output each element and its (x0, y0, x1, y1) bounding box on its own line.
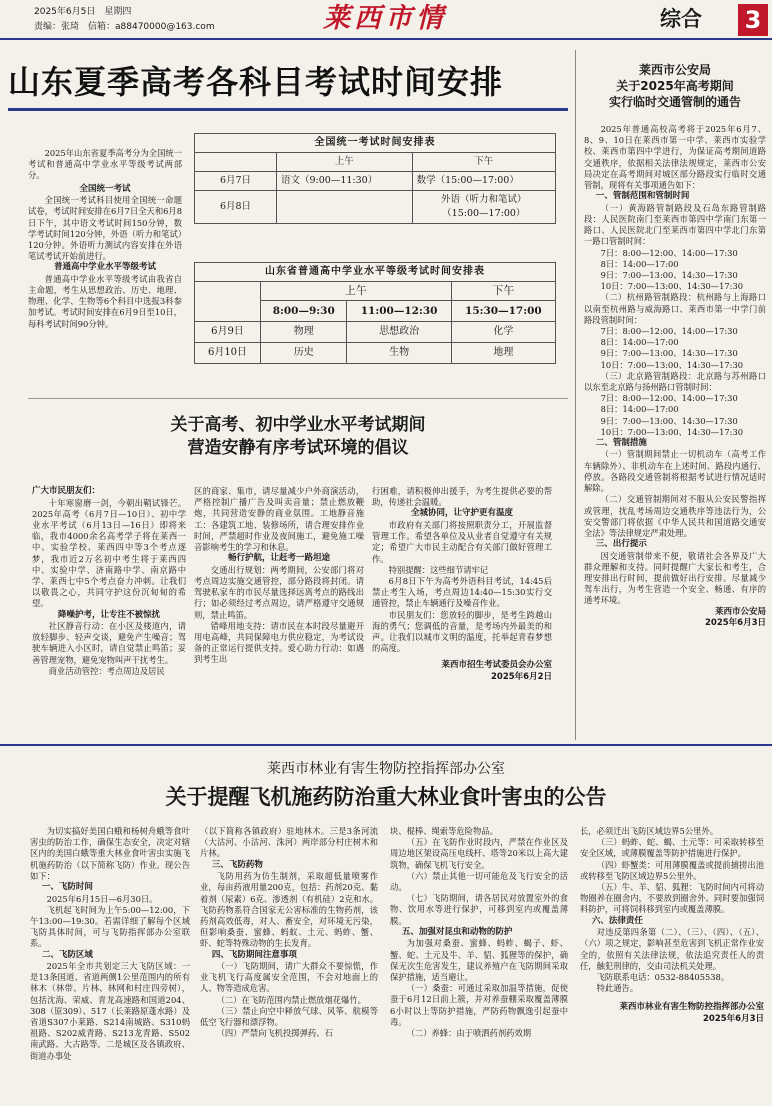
initiative-heading: 全城协同，让守护更有温度 (410, 508, 513, 519)
forestry-text: 块、棍棒、绳索等危险物品。 (390, 826, 498, 836)
forestry-text: 飞防用药为仿生制剂，采取超低量喷雾作业，每亩药液用量200克，包括：药剂20克、黏着剂（尿素）6克、渗透剂（有机硅）2克和水。飞防药物系符合国家无公害标准的生物药剂，该药剂高效低毒，对人、畜安全，对环境无污染，但影响桑蚕、蜜蜂、蚂蚁、土元、蚂蚱、蟹、虾、蛇等特殊动物的生长发育。 (200, 871, 378, 949)
table2-cell: 物理 (261, 322, 347, 343)
initiative-col-1 (32, 486, 186, 677)
traffic-time: 9日：7:00—13:00、14:30—17:30 (600, 348, 738, 359)
forestry-heading: 五、加强对昆虫和动物的防护 (401, 926, 513, 937)
forestry-col-1 (30, 826, 190, 1062)
traffic-signature: 莱西市公安局 (714, 606, 766, 617)
forestry-text: （一）飞防期间，请广大群众不要惊慌，作业飞机飞行高度属安全范围，不会对地面上的人、物等造成危害。 (200, 961, 378, 994)
table1-cell (412, 191, 555, 224)
table2-cell: 地理 (451, 343, 555, 364)
traffic-section: （一）黄海路管制路段及石岛东路管制路段：人民医院南门至莱西市第四中学南门东第一路口、人民医院北门至莱西市第四中学北门东第一路口管制时间： (584, 202, 766, 247)
issue-date: 2025年6月5日 星期四 (34, 7, 132, 17)
initiative-heading: 降噪护考，让专注不被惊扰 (57, 609, 160, 620)
traffic-h2: 二、管制措施 (595, 437, 647, 448)
initiative-title-1: 关于高考、初中学业水平考试期间 (170, 415, 426, 435)
forestry-col-2 (200, 826, 378, 1039)
exam-p1: 全国统一考试科目使用全国统一命题试卷，考试时间安排在6月7日全天和6月8日下午，其中语文考试时间150分钟，数学考试时间120分钟，外语（听力和笔试）120分钟。外语听力测试内容安排在外语笔试考试开始前进行。 (28, 195, 182, 262)
forestry-text: （五）在飞防作业时段内，严禁在作业区及周边地区架设高压电线杆、塔等20米以上高大建筑物，确保飞机飞行安全。 (390, 837, 568, 870)
table2-am-header: 上午 (261, 282, 452, 301)
forestry-text: 特此通告。 (596, 983, 639, 994)
section-separator (0, 744, 772, 746)
traffic-h3: 三、出行提示 (595, 539, 647, 550)
national-exam-table (194, 133, 556, 224)
traffic-title-2: 实行临时交通管制的通告 (608, 95, 741, 109)
initiative-text: 十年寒窗磨一剑，今朝出鞘试锋芒。2025年高考（6月7日—10日）、初中学业水平考试（6月13日—16日）即将来临，我市4000余名高考学子将在莱西一中、实验学校、莱西四中等3个考点逐梦，我市近2万名初中考生将于莱西四中、实验中学、济南路中学、南京路中学、莱西七中5个考点奋力冲刺。让我们以敬畏之心，共同守护这份沉甸甸的希望。 (32, 497, 186, 609)
table1-pm-subject: 外语（听力和笔试） (441, 194, 527, 205)
table1-date: 6月8日 (195, 191, 277, 224)
table2-cell: 思想政治 (347, 322, 451, 343)
traffic-section: （三）北京路管制路段：北京路与苏州路口以东至北京路与扬州路口管制时间： (584, 370, 766, 392)
page-number: 3 (738, 4, 768, 36)
initiative-text: 社区静音行动：在小区及楼道内，请放轻脚步、轻声交谈，避免产生噪音；驾驶车辆进入小区时，请自觉禁止鸣笛；妥善管理宠物，避免宠物叫声干扰考生。 (32, 621, 186, 665)
exam-schedule-title: 山东夏季高考各科目考试时间安排 (8, 63, 504, 101)
initiative-title-2: 营造安静有序考试环境的倡议 (187, 438, 409, 458)
forestry-heading: 四、飞防期间注意事项 (211, 949, 297, 960)
forestry-text: （二）养蜂：由于喷洒药剂药效期 (406, 1027, 532, 1038)
forestry-signature: 莱西市林业有害生物防控指挥部办公室 (619, 1002, 764, 1013)
initiative-text: 区的商家、集市，请尽量减少户外商演活动，严格控制广播广告及叫卖音量；禁止燃放鞭炮，共同营造安静的商业氛围。工地静音施工：各建筑工地、装修场所，请合理安排作业时间，严禁超时作业及夜间施工，避免施工噪音影响考生的学习和休息。 (194, 486, 364, 553)
forestry-text: （四）虾蟹类：可用薄膜覆盖或提前捕捞出池或转移至飞防区域边界5公里外。 (580, 859, 764, 881)
traffic-intro: 2025年普通高校高考将于2025年6月7、8、9、10日在莱西市第一中学、莱西市实验学校、莱西市第四中学进行，为保证高考期间道路交通秩序，依据相关法律法规规定，莱西市公安局决定在高考期间对城区部分路段实行临时交通管制，现将有关事项通告如下： (584, 124, 766, 191)
traffic-section: （二）杭州路管制路段：杭州路与上海路口以南至杭州路与威海路口、莱西市第一中学门前路段管制时间： (584, 292, 766, 325)
table1-cell: 语文（9:00—11:30） (277, 172, 413, 191)
forestry-title: 关于提醒飞机施药防治重大林业食叶害虫的公告 (165, 785, 607, 809)
divider (28, 398, 568, 399)
initiative-text: 特别提醒：这些细节请牢记 (388, 564, 489, 575)
initiative-text: 6月8日下午为高考外语科目考试，14:45后禁止考生入场，考点周边14:40—15:30实行交通管控，禁止车辆通行及噪音作业。 (372, 575, 552, 609)
forestry-col-4 (580, 826, 764, 1025)
traffic-notice (584, 62, 766, 630)
forestry-text: （六）禁止其他一切可能危及飞行安全的活动。 (390, 870, 568, 893)
forestry-text: 2025年6月15日—6月30日。 (46, 893, 158, 904)
table2-cell: 生物 (347, 343, 451, 364)
table2-date: 6月10日 (195, 343, 261, 364)
traffic-time: 7日：8:00—12:00、14:00—17:30 (600, 393, 738, 404)
forestry-text: 2025年全市共划定三大飞防区域：一是13条国道、省道两侧1公里范围内的所有林木（林带、片林、林网和村庄四旁树），包括沈海、荣威、青龙高速路和国道204、308（原309）、517（长莱路原蓬水路）及省道S307小莱路、S214南城路、S310蚂祖路、S202威青路、S213龙青路、S502南武路、大古路等。二是城区及各镇政府、街道办事处 (30, 961, 190, 1061)
forestry-text: 对违反第四条第（二）、（三）、（四）、（五）、（六）项之规定，影响甚至危害到飞机正常作业安全的，依照有关法律法规，依法追究责任人的责任，触犯刑律的，交由司法机关处理。 (580, 927, 764, 971)
initiative-text: 交通出行规划：两考期间，公安部门将对考点周边实施交通管控，部分路段将封闭。请驾驶私家车的市民尽量选择远离考点的路线出行；如必须经过考点周边，请严格遵守交通规则，禁止鸣笛。 (194, 564, 364, 620)
forestry-date: 2025年6月3日 (703, 1013, 764, 1024)
forestry-text: （七）飞防期间，请各居民对放置室外的食物、饮用水等进行保护，可移到室内或覆盖薄膜。 (390, 893, 568, 926)
traffic-time: 10日：7:00—13:00、14:30—17:30 (600, 426, 743, 437)
table2-pm-header: 下午 (451, 282, 555, 301)
table2-cell: 化学 (451, 322, 555, 343)
traffic-time: 8日：14:00—17:00 (600, 404, 679, 415)
exam-p2: 普通高中学业水平等级考试由我省自主命题，考生从思想政治、历史、地理、物理、化学、生物等6个科目中选报3科参加考试。考试时间安排在6月9日至10日，每科考试时间90分钟。 (28, 273, 182, 329)
exam-h2: 普通高中学业水平等级考试 (53, 262, 156, 273)
traffic-time: 8日：14:00—17:00 (600, 258, 679, 269)
initiative-col-2 (194, 486, 364, 666)
column-divider (575, 50, 576, 740)
table2-caption: 山东省普通高中学业水平等级考试时间安排表 (195, 263, 556, 282)
forestry-text: 飞防联系电话：0532-88405538。 (596, 971, 730, 982)
forestry-text: 长，必须迁出飞防区域边界5公里外。 (580, 826, 719, 836)
traffic-org: 莱西市公安局 (638, 63, 711, 77)
initiative-heading: 畅行护航，让赶考一路坦途 (227, 553, 330, 564)
traffic-time: 9日：7:00—13:00、14:30—17:30 (600, 415, 738, 426)
initiative-salute: 广大市民朋友们： (32, 486, 101, 496)
traffic-time: 7日：8:00—12:00、14:00—17:30 (600, 325, 738, 336)
initiative-date: 2025年6月2日 (491, 671, 552, 682)
table2-cell: 历史 (261, 343, 347, 364)
traffic-time: 8日：14:00—17:00 (600, 337, 679, 348)
initiative-text: 行困难，请积极伸出援手，为考生提供必要的帮助，传递社会温暖。 (372, 486, 552, 508)
traffic-measure: （一）管制期间禁止一切机动车（高考工作车辆除外）、非机动车在上述时间、路段内通行、停放。各路段交通管制将根据考试进行情况适时解除。 (584, 449, 766, 494)
table2-corner (195, 282, 261, 322)
forestry-text: （五）牛、羊、貂、狐狸：飞防时间内可将动物圈养在圈舍内，不要放到圈舍外。同时要加强饲料防护，可将饲料移到室内或覆盖薄膜。 (580, 882, 764, 915)
table2-slot: 8:00—9:30 (261, 301, 347, 322)
forestry-col-3 (390, 826, 568, 1039)
initiative-col-3 (372, 486, 552, 683)
table1-caption: 全国统一考试时间安排表 (195, 134, 556, 153)
forestry-text: （四）严禁向飞机投掷弹药、石 (216, 1028, 333, 1039)
level-exam-table (194, 262, 556, 364)
forestry-text: （一）桑蚕：可通过采取加温等措施，促使蚕于6月12日前上簇，并对养蚕棚采取覆盖薄膜6小时以上等防护措施，严防药物飘逸引起蚕中毒。 (390, 983, 568, 1027)
traffic-time: 10日：7:00—13:00、14:30—17:30 (600, 359, 743, 370)
forestry-text: （以下简称各镇政府）驻地林木。三是3条河流（大沽河、小沽河、洙河）两岸部分村庄树木和片林。 (200, 826, 378, 859)
forestry-text: 为切实搞好美国白蛾和杨树舟蛾等食叶害虫的防治工作，确保生态安全，决定对辖区内的美国白蛾等重大林业食叶害虫实施飞机施药防治（以下简称飞防）作业。现公告如下： (30, 826, 190, 881)
table1-cell (277, 191, 413, 224)
table1-date: 6月7日 (195, 172, 277, 191)
traffic-h1: 一、管制范围和管制时间 (595, 191, 690, 202)
forestry-text: （三）禁止向空中释放气球、风筝、航模等低空飞行器和漂浮物。 (200, 1005, 378, 1028)
traffic-time: 9日：7:00—13:00、14:30—17:30 (600, 269, 738, 280)
forestry-heading: 六、法律责任 (591, 915, 643, 926)
table1-corner (195, 153, 277, 172)
paper-logo: 莱西市情 (323, 3, 447, 34)
table1-pm-header: 下午 (412, 153, 555, 172)
traffic-time: 7日：8:00—12:00、14:00—17:30 (600, 247, 738, 258)
traffic-title-1: 关于2025年高考期间 (616, 79, 734, 93)
initiative-text: 市政府有关部门将按照职责分工，开展监督管理工作。希望各单位及从业者自觉遵守有关规定；希望广大市民主动配合有关部门做好管理工作。 (372, 519, 552, 564)
forestry-org: 莱西市林业有害生物防控指挥部办公室 (267, 761, 505, 777)
forestry-text: （二）在飞防范围内禁止燃放烟花爆竹。 (216, 994, 366, 1005)
table2-slot: 15:30—17:00 (451, 301, 555, 322)
exam-intro-column (28, 148, 182, 330)
initiative-signature: 莱西市招生考试委员会办公室 (441, 660, 552, 671)
section-name: 综合 (660, 7, 702, 31)
exam-h1: 全国统一考试 (79, 183, 131, 194)
forestry-text: 为加强对桑蚕、蜜蜂、蚂蚱、蝎子、虾、蟹、蛇、土元及牛、羊、貂、狐狸等的保护，确保无次生危害发生，建议养殖户在飞防期间采取保护措施，适当避让。 (390, 938, 568, 982)
editor-info: 责编：张琦 信箱：a88470000@163.com (34, 22, 215, 32)
forestry-text: 飞机起飞时间为上午5:00—12:00，下午13:00—19:30。若需详细了解每个区域飞防具体时间，可与飞防指挥部办公室联系。 (30, 904, 190, 949)
table1-cell: 数学（15:00—17:00） (412, 172, 555, 191)
table1-pm-time: （15:00—17:00） (442, 208, 526, 219)
forestry-heading: 一、飞防时间 (41, 882, 93, 893)
traffic-measure: 因交通管制带来不便，敬请社会各界及广大群众理解和支持。同时提醒广大家长和考生，合理安排出行时间，提前做好出行安排。尽量减少驾车出行，为考生营造一个安全、畅通、有序的通考环境。 (584, 550, 766, 606)
initiative-text: 市民朋友们：您放轻的脚步，是考生跨越山海的勇气；您调低的音量，是考场内外最美的和声。让我们以城市文明的温度，托举起青春梦想的高度。 (372, 609, 552, 654)
traffic-measure: （二）交通管制期间对不服从公安民警指挥或管理，扰乱考场周边交通秩序等违法行为，公安交警部门将依据《中华人民共和国道路交通安全法》等法律规定严肃处理。 (584, 494, 766, 538)
traffic-date: 2025年6月3日 (705, 618, 766, 629)
forestry-text: （三）蚂蚱、蛇、蝎、土元等：可采取转移至安全区域，或薄膜覆盖等防护措施进行保护。 (580, 837, 764, 859)
table2-date: 6月9日 (195, 322, 261, 343)
initiative-text: 错峰用地支持：请市民在本时段尽量避开用电高峰，共同保障电力供应稳定，为考试设备的正常运行提供支持。爱心助力行动：如遇到考生出 (194, 620, 364, 665)
traffic-time: 10日：7:00—13:00、14:30—17:30 (600, 281, 743, 292)
initiative-text: 商业活动管控：考点周边及居民 (48, 665, 165, 676)
table2-slot: 11:00—12:30 (347, 301, 451, 322)
title-rule (8, 108, 568, 111)
exam-intro: 2025年山东省夏季高考分为全国统一考试和普通高中学业水平等级考试两部分。 (28, 148, 182, 181)
table1-am-header: 上午 (277, 153, 413, 172)
forestry-heading: 二、飞防区域 (41, 949, 93, 960)
forestry-heading: 三、飞防药物 (211, 859, 263, 870)
